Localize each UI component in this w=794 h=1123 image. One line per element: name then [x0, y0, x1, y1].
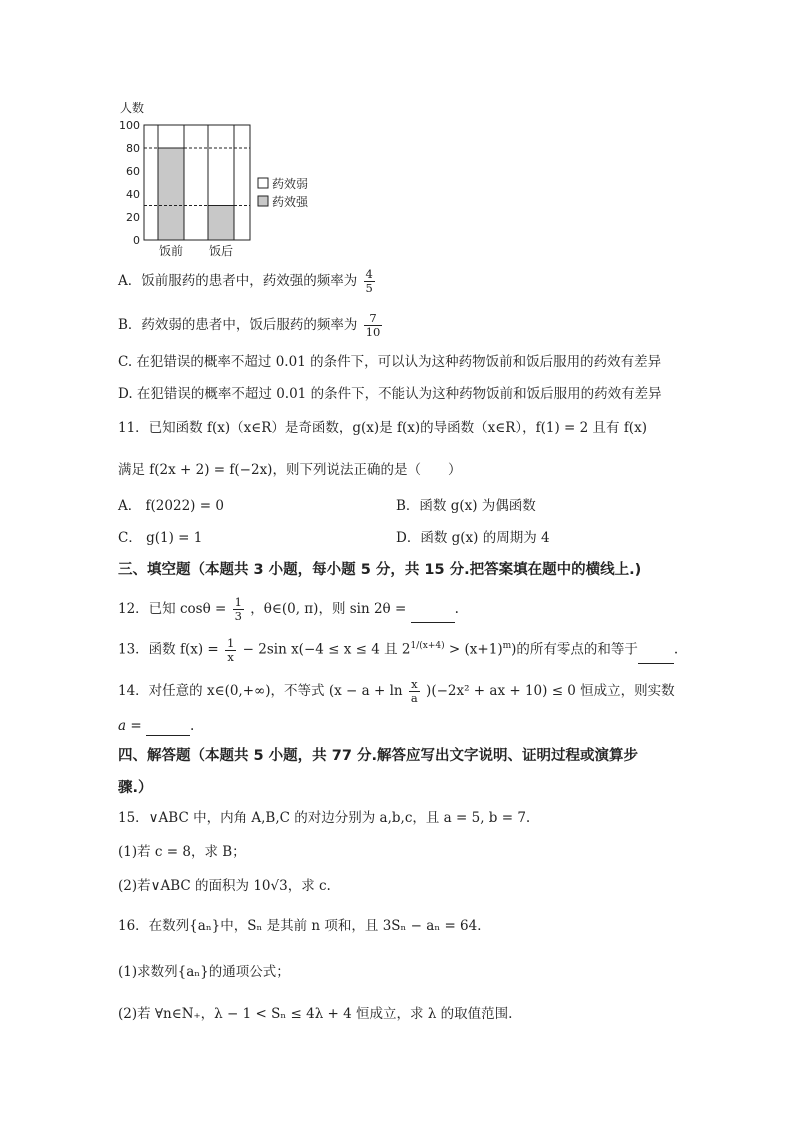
q12-den: 3	[234, 609, 242, 623]
y-tick-label: 100	[119, 119, 140, 132]
q15-stem: 15．∨ABC 中，内角 A,B,C 的对边分别为 a,b,c，且 a = 5, b = 7.	[118, 810, 531, 826]
bar-weak	[158, 125, 184, 148]
q10-option-b	[118, 312, 384, 339]
q13-answer-blank[interactable]	[638, 649, 674, 664]
legend-label: 药效强	[272, 195, 309, 209]
q10-b-num: 7	[364, 312, 383, 326]
q15-part1: (1)若 c = 8，求 B；	[118, 844, 246, 860]
y-tick-label: 40	[126, 188, 140, 201]
q14-den: a	[410, 691, 418, 705]
q11-option-c: C． g(1) = 1	[118, 530, 203, 546]
bar-weak	[208, 125, 234, 206]
bar-strong	[158, 148, 184, 240]
q12-post: ，θ∈(0, π)，则 sin 2θ =	[250, 601, 411, 617]
q10-b-text: B．药效弱的患者中，饭后服药的频率为	[118, 317, 358, 333]
q14-end: .	[189, 718, 195, 734]
q13-tail: )的所有零点的和等于	[511, 641, 638, 658]
bar-chart	[108, 96, 368, 261]
q16-stem: 16．在数列{aₙ}中，Sₙ 是其前 n 项和，且 3Sₙ − aₙ = 64．	[118, 918, 491, 934]
q13-post: > (x+1)	[444, 641, 503, 658]
x-tick-label: 饭后	[208, 244, 234, 258]
q11-option-d: D．函数 g(x) 的周期为 4	[396, 530, 550, 546]
q11-option-b: B．函数 g(x) 为偶函数	[396, 498, 536, 514]
q13-fraction	[225, 637, 236, 664]
q13-sup2: m	[502, 641, 512, 651]
q10-a-den: 5	[365, 281, 373, 295]
q13-end: .	[673, 641, 679, 658]
section-4-heading-cont: 骤.）	[118, 780, 153, 796]
y-tick-label: 60	[126, 165, 140, 178]
q11-option-a: A． f(2022) = 0	[118, 498, 224, 514]
q13-sup: 1/(x+4)	[410, 641, 445, 651]
y-tick-label: 20	[126, 211, 140, 224]
q10-b-fraction	[364, 312, 383, 339]
q10-option-a	[118, 268, 377, 295]
q16-part1: (1)求数列{aₙ}的通项公式；	[118, 964, 290, 980]
bar-strong	[208, 206, 234, 241]
q14-num: x	[409, 678, 420, 692]
q10-a-num: 4	[365, 267, 373, 281]
q14-expr: (x − a + ln	[328, 683, 403, 699]
q14-line1	[118, 678, 675, 705]
q14-text: 14．对任意的 x∈(0,+∞)，不等式	[118, 683, 325, 699]
legend-swatch	[258, 196, 268, 206]
q12	[118, 596, 459, 623]
bar-chart-svg	[108, 96, 368, 261]
q10-option-c: C. 在犯错误的概率不超过 0.01 的条件下，可以认为这种药物饭前和饭后服用的药效有差异	[118, 354, 662, 370]
q16-part2: (2)若 ∀n∈N₊，λ − 1 < Sₙ ≤ 4λ + 4 恒成立，求 λ 的取值范围.	[118, 1006, 513, 1022]
q10-b-den: 10	[365, 325, 381, 339]
q13	[118, 636, 678, 664]
q11-stem-line1: 11．已知函数 f(x)（x∈R）是奇函数，g(x)是 f(x)的导函数（x∈R），f(1) = 2 且有 f(x)	[118, 420, 647, 436]
y-axis-label: 人数	[120, 101, 145, 115]
q12-num: 1	[234, 595, 242, 609]
legend-swatch	[258, 178, 268, 188]
section-4-heading: 四、解答题（本题共 5 小题，共 77 分.解答应写出文字说明、证明过程或演算步	[118, 748, 638, 764]
q13-den: x	[227, 649, 234, 664]
q14-fraction	[409, 678, 420, 705]
y-tick-label: 80	[126, 142, 140, 155]
q14-line2	[118, 716, 194, 736]
q13-pre: 13．函数 f(x) =	[118, 641, 219, 658]
q13-num: 1	[227, 635, 235, 650]
q14-answer-blank[interactable]	[146, 721, 190, 736]
q13-mid: − 2sin x(−4 ≤ x ≤ 4 且 2	[242, 641, 411, 658]
q12-answer-blank[interactable]	[411, 608, 455, 623]
x-tick-label: 饭前	[158, 244, 184, 258]
q11-stem-line2: 满足 f(2x + 2) = f(−2x)，则下列说法正确的是（ ）	[118, 462, 462, 478]
q12-pre: 12．已知 cosθ =	[118, 601, 227, 617]
q10-a-fraction	[364, 268, 375, 295]
q14-a-eq: a =	[118, 718, 146, 734]
q15-part2: (2)若∨ABC 的面积为 10√3，求 c.	[118, 878, 331, 894]
section-3-heading: 三、填空题（本题共 3 小题，每小题 5 分，共 15 分.把答案填在题中的横线上.)	[118, 562, 642, 578]
q14-expr2: )(−2x² + ax + 10) ≤ 0 恒成立，则实数	[426, 683, 675, 699]
q10-a-text: A．饭前服药的患者中，药效强的频率为	[118, 273, 358, 289]
q10-option-d: D. 在犯错误的概率不超过 0.01 的条件下，不能认为这种药物饭前和饭后服用的药效有差异	[118, 386, 662, 402]
q12-fraction	[233, 596, 244, 623]
y-tick-label: 0	[133, 234, 140, 247]
q12-end: .	[454, 601, 459, 617]
legend-label: 药效弱	[272, 177, 309, 191]
